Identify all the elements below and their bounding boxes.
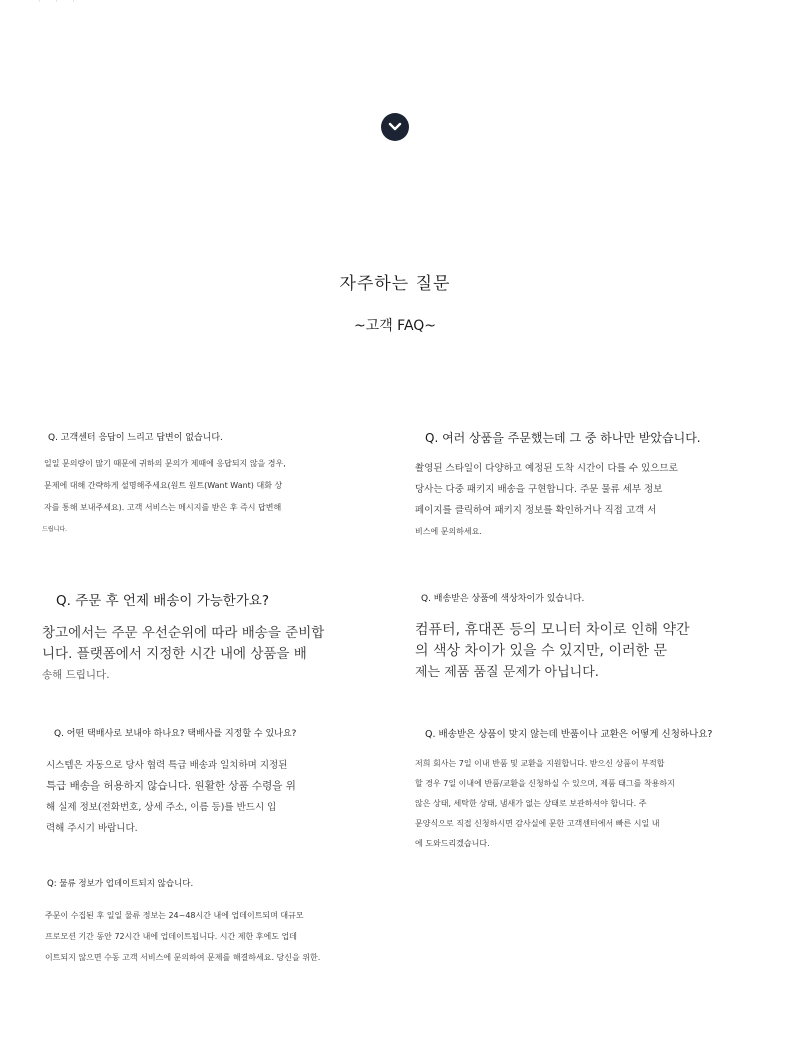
faq-answer-line: 특급 배송을 허용하지 않습니다. 원활한 상품 수령을 위 xyxy=(46,780,296,792)
faq-question: Q. 배송받은 상품에 색상차이가 있습니다. xyxy=(421,594,585,604)
faq-item xyxy=(42,430,286,541)
faq-answer xyxy=(45,905,320,968)
faq-question: Q. 배송받은 상품이 맞지 않는데 반품이나 교환은 어떻게 신청하나요? xyxy=(425,729,713,740)
faq-answer-line: 에 도와드리겠습니다. xyxy=(415,839,490,848)
faq-answer-line: 당사는 다중 패키지 배송을 구현합니다. 주문 물류 세부 정보 xyxy=(415,484,663,495)
faq-answer-line: 해 실제 정보(전화번호, 상세 주소, 이름 등)를 반드시 입 xyxy=(46,802,277,813)
faq-answer xyxy=(415,620,690,683)
faq-answer-line: 비스에 문의하세요. xyxy=(415,527,482,536)
faq-answer xyxy=(415,754,712,854)
faq-question: Q. 여러 상품을 주문했는데 그 중 하나만 받았습니다. xyxy=(425,431,701,445)
faq-answer xyxy=(42,623,324,686)
faq-answer-line: 컴퓨터, 휴대폰 등의 모니터 차이로 인해 약간 xyxy=(415,622,690,638)
faq-answer-line: 이트되지 않으면 수동 고객 서비스에 문의하여 문제를 해결하세요. 당신을 위한. xyxy=(45,953,321,962)
faq-answer xyxy=(415,458,701,542)
faq-answer-line: 송해 드립니다. xyxy=(42,669,110,681)
faq-item xyxy=(415,726,713,854)
faq-answer-line: 시스템은 자동으로 당사 협력 특급 배송과 일치하며 지정된 xyxy=(46,760,288,771)
chevron-down-icon xyxy=(388,122,402,132)
faq-answer-line: 드립니다. xyxy=(42,526,68,533)
faq-answer-line: 일일 문의량이 많기 때문에 귀하의 문의가 제때에 응답되지 않을 경우, xyxy=(44,459,286,468)
faq-answer-line: 문양식으로 직접 신청하시면 감사실에 문한 고객센터에서 빠른 시일 내 xyxy=(415,819,660,828)
faq-item xyxy=(415,591,690,683)
faq-item xyxy=(42,589,325,686)
faq-question: Q. 고객센터 응답이 느리고 답변이 없습니다. xyxy=(48,433,223,443)
faq-answer-line: 의 색상 차이가 있을 수 있지만, 이러한 문 xyxy=(415,643,667,659)
faq-question: Q. 어떤 택배사로 보내야 하나요? 택배사를 지정할 수 있나요? xyxy=(54,729,297,739)
faq-answer-line: 촬영된 스타일이 다양하고 예정된 도착 시간이 다를 수 있으므로 xyxy=(415,463,678,474)
faq-answer-line: 문제에 대해 간략하게 설명해주세요(원트 원트(Want Want) 대화 상 xyxy=(44,481,283,490)
faq-answer-line: 제는 제품 품질 문제가 아닙니다. xyxy=(415,665,599,680)
faq-answer-line: 페이지를 클릭하여 패키지 정보를 확인하거나 직접 고객 서 xyxy=(415,505,657,516)
faq-answer-line: 주문이 수집된 후 일일 물류 정보는 24~48시간 내에 업데이트되며 대규모 xyxy=(45,911,304,920)
faq-question: Q. 주문 후 언제 배송이 가능한가요? xyxy=(56,593,270,609)
faq-answer-line: 프로모션 기간 동안 72시간 내에 업데이트됩니다. 시간 제한 후에도 업데 xyxy=(45,932,297,941)
faq-item xyxy=(415,429,701,542)
faq-title: 자주하는 질문 xyxy=(339,274,451,294)
corner-mark: · · · xyxy=(38,0,81,6)
faq-question: Q: 물류 정보가 업데이트되지 않습니다. xyxy=(47,879,194,889)
faq-answer-line: 저희 회사는 7일 이내 반품 및 교환을 지원합니다. 받으신 상품이 부적합 xyxy=(415,759,665,768)
faq-answer-line: 력해 주시기 바랍니다. xyxy=(46,823,138,834)
scroll-down-button[interactable] xyxy=(381,113,409,141)
faq-item xyxy=(47,877,320,968)
faq-item xyxy=(46,726,297,839)
faq-answer-line: 창고에서는 주문 우선순위에 따라 배송을 준비합 xyxy=(42,625,325,641)
faq-answer-line: 자를 통해 보내주세요). 고객 서비스는 메시지를 받은 후 즉시 답변해 xyxy=(44,503,282,512)
faq-answer-line: 니다. 플랫폼에서 지정한 시간 내에 상품을 배 xyxy=(42,646,307,662)
faq-subtitle: ~고객 FAQ~ xyxy=(353,318,437,334)
faq-answer xyxy=(46,755,296,839)
faq-answer-line: 않은 상태, 세탁한 상태, 냄새가 없는 상태로 보관하셔야 합니다. 주 xyxy=(415,799,647,808)
faq-answer xyxy=(44,453,286,541)
faq-answer-line: 할 경우 7일 이내에 반품/교환을 신청하실 수 있으며, 제품 태그를 착용하지 xyxy=(415,779,675,788)
